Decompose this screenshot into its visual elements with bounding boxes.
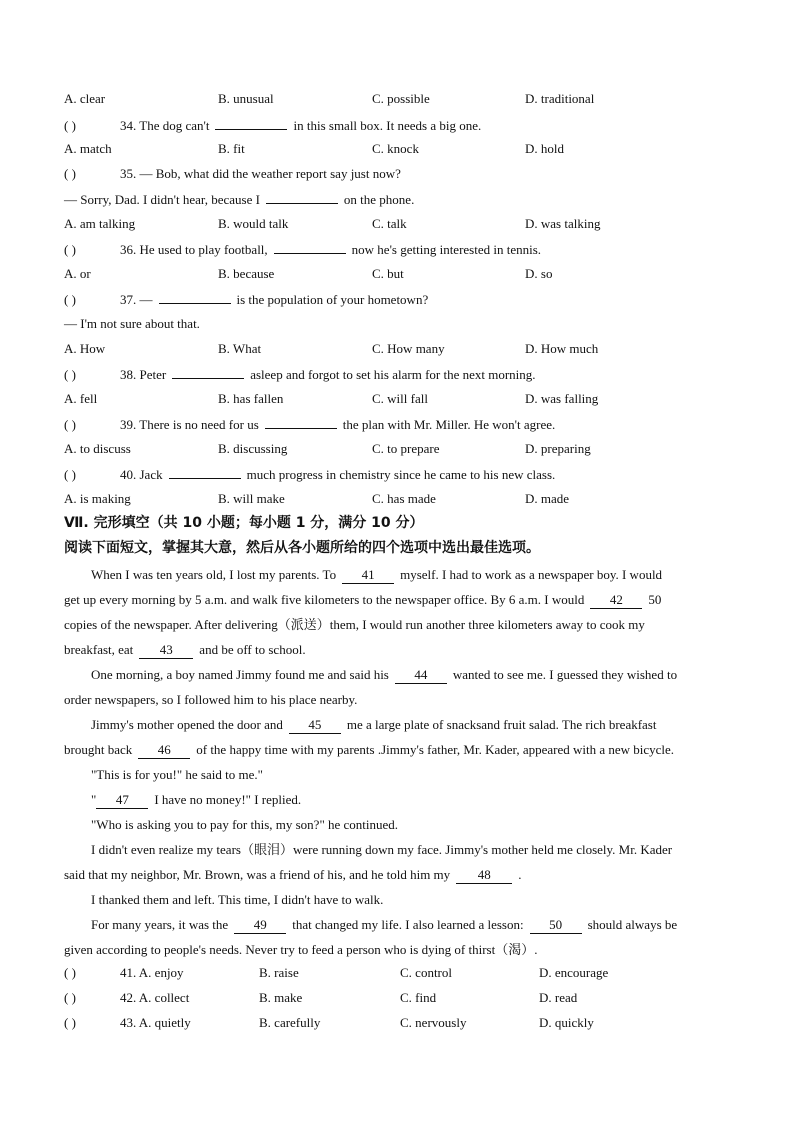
answer-blank	[159, 289, 231, 304]
question-number: 36.	[120, 242, 137, 257]
stem-text: Peter	[139, 367, 167, 382]
stem-text: is the population of your hometown?	[236, 292, 429, 307]
passage-line	[64, 662, 726, 687]
q35-stem-line2	[64, 189, 732, 209]
q42-row	[64, 988, 732, 1008]
stem-text: on the phone.	[343, 192, 415, 207]
passage-text: myself. I had to work as a newspaper boy. I would	[400, 567, 663, 582]
cloze-blank: 47	[96, 793, 148, 809]
stem-text: in this small box. It needs a big one.	[293, 118, 482, 133]
passage-line	[64, 787, 726, 812]
passage-line: copies of the newspaper. After delivering（派送）them, I would run another three kilometers away to cook my	[64, 617, 645, 632]
question-number: 39.	[120, 417, 137, 432]
answer-blank	[215, 115, 287, 130]
q35-stem	[64, 164, 732, 184]
option-a: A. or	[64, 266, 91, 281]
option-c: C. to prepare	[372, 441, 440, 456]
passage-text: breakfast, eat	[64, 642, 134, 657]
question-label	[64, 963, 184, 983]
option-a: 41. A. enjoy	[120, 965, 184, 980]
q38-options	[64, 389, 732, 409]
cloze-blank: 45	[289, 718, 341, 734]
stem-text: asleep and forgot to set his alarm for the next morning.	[250, 367, 536, 382]
q34-stem	[64, 115, 732, 135]
passage-text: and be off to school.	[199, 642, 306, 657]
q40-stem	[64, 464, 732, 484]
q34-options	[64, 139, 732, 159]
answer-blank	[266, 189, 338, 204]
q37-stem	[64, 289, 732, 309]
passage-line	[64, 587, 726, 612]
passage-text: .	[518, 867, 522, 882]
cloze-blank: 48	[456, 868, 512, 884]
stem-text: — Bob, what did the weather report say just now?	[139, 166, 401, 181]
option-c: C. will fall	[372, 391, 428, 406]
q36-options	[64, 264, 732, 284]
answer-paren: ( )	[64, 292, 76, 307]
section-instruction: 阅读下面短文，掌握其大意，然后从各小题所给的四个选项中选出最佳选项。	[64, 540, 540, 556]
option-d: D. read	[539, 990, 578, 1005]
option-d: D. quickly	[539, 1015, 594, 1030]
passage-text: 50	[648, 592, 662, 607]
option-a: A. to discuss	[64, 441, 131, 456]
option-b: B. What	[218, 341, 262, 356]
option-b: B. has fallen	[218, 391, 284, 406]
option-b: B. fit	[218, 141, 245, 156]
question-number: 37.	[120, 292, 137, 307]
option-c: C. but	[372, 266, 404, 281]
question-number: 35.	[120, 166, 137, 181]
answer-paren: ( )	[64, 118, 76, 133]
option-c: C. has made	[372, 491, 436, 506]
option-d: D. encourage	[539, 965, 609, 980]
cloze-blank: 50	[530, 918, 582, 934]
answer-blank	[169, 464, 241, 479]
stem-text: He used to play football,	[139, 242, 268, 257]
passage-text: get up every morning by 5 a.m. and walk five kilometers to the newspaper office. By 6 a.m. I would	[64, 592, 585, 607]
passage-text: said that my neighbor, Mr. Brown, was a friend of his, and he told him my	[64, 867, 451, 882]
option-b: B. will make	[218, 491, 285, 506]
question-number: 38.	[120, 367, 137, 382]
option-a: A. fell	[64, 391, 98, 406]
option-a: A. am talking	[64, 216, 136, 231]
q39-options	[64, 439, 732, 459]
passage-text: One morning, a boy named Jimmy found me and said his	[91, 667, 389, 682]
option-c: C. control	[400, 965, 452, 980]
answer-blank	[274, 239, 346, 254]
option-c: C. find	[400, 990, 437, 1005]
answer-paren: ( )	[64, 417, 76, 432]
cloze-blank: 42	[590, 593, 642, 609]
cloze-passage	[64, 562, 726, 962]
passage-line: I thanked them and left. This time, I didn't have to walk.	[91, 892, 384, 907]
q36-stem	[64, 239, 732, 259]
cloze-blank: 41	[342, 568, 394, 584]
q37-stem-line2	[64, 314, 732, 334]
option-c: C. talk	[372, 216, 407, 231]
answer-paren: ( )	[64, 367, 76, 382]
stem-text: — I'm not sure about that.	[64, 316, 200, 331]
cloze-blank: 44	[395, 668, 447, 684]
passage-text: that changed my life. I also learned a lesson:	[292, 917, 524, 932]
q43-row	[64, 1013, 732, 1033]
stem-text: much progress in chemistry since he came to his new class.	[246, 467, 556, 482]
option-d: D. made	[525, 491, 570, 506]
q40-options	[64, 489, 732, 509]
q35-options	[64, 214, 732, 234]
passage-line: given according to people's needs. Never try to feed a person who is dying of thirst（渴）.	[64, 942, 538, 957]
option-d: D. traditional	[525, 91, 595, 106]
answer-paren: ( )	[64, 990, 76, 1005]
passage-line: "Who is asking you to pay for this, my son?" he continued.	[91, 817, 399, 832]
passage-line	[64, 912, 726, 937]
section-title: Ⅶ. 完形填空（共 10 小题；每小题 1 分，满分 10 分）	[64, 515, 424, 531]
option-c: C. How many	[372, 341, 445, 356]
stem-text: Jack	[139, 467, 163, 482]
cloze-blank: 49	[234, 918, 286, 934]
passage-line: order newspapers, so I followed him to his place nearby.	[64, 692, 358, 707]
stem-text: — Sorry, Dad. I didn't hear, because I	[64, 192, 260, 207]
question-label	[64, 988, 189, 1008]
option-b: B. unusual	[218, 91, 274, 106]
answer-blank	[265, 414, 337, 429]
passage-line: I didn't even realize my tears（眼泪）were running down my face. Jimmy's mother held me closely. Mr. Kader	[91, 842, 673, 857]
option-b: B. make	[259, 990, 303, 1005]
option-b: B. would talk	[218, 216, 289, 231]
q38-stem	[64, 364, 732, 384]
stem-text: The dog can't	[139, 118, 210, 133]
passage-text: should always be	[587, 917, 678, 932]
passage-text: I have no money!" I replied.	[154, 792, 302, 807]
option-c: C. nervously	[400, 1015, 467, 1030]
passage-line	[64, 862, 726, 887]
stem-text: the plan with Mr. Miller. He won't agree.	[342, 417, 556, 432]
answer-paren: ( )	[64, 467, 76, 482]
option-d: D. was talking	[525, 216, 601, 231]
option-d: D. preparing	[525, 441, 591, 456]
option-d: D. so	[525, 266, 553, 281]
option-d: D. How much	[525, 341, 599, 356]
question-number: 40.	[120, 467, 137, 482]
passage-text: wanted to see me. I guessed they wished to	[452, 667, 678, 682]
answer-blank	[172, 364, 244, 379]
option-a: 43. A. quietly	[120, 1015, 191, 1030]
option-b: B. because	[218, 266, 275, 281]
answer-paren: ( )	[64, 1015, 76, 1030]
passage-line	[64, 737, 726, 762]
passage-line	[64, 562, 726, 587]
option-b: B. raise	[259, 965, 299, 980]
answer-paren: ( )	[64, 965, 76, 980]
stem-text: —	[139, 292, 153, 307]
answer-paren: ( )	[64, 166, 76, 181]
q37-options	[64, 339, 732, 359]
passage-text: me a large plate of snacksand fruit salad. The rich breakfast	[346, 717, 657, 732]
passage-text: Jimmy's mother opened the door and	[91, 717, 283, 732]
option-d: D. was falling	[525, 391, 599, 406]
question-number: 34.	[120, 118, 137, 133]
option-b: B. discussing	[218, 441, 288, 456]
option-c: C. knock	[372, 141, 419, 156]
stem-text: now he's getting interested in tennis.	[351, 242, 542, 257]
option-a: A. How	[64, 341, 106, 356]
passage-line	[64, 712, 726, 737]
passage-line: "This is for you!" he said to me."	[91, 767, 263, 782]
option-d: D. hold	[525, 141, 564, 156]
passage-line	[64, 637, 726, 662]
q41-row	[64, 963, 732, 983]
cloze-blank: 43	[139, 643, 193, 659]
passage-text: brought back	[64, 742, 133, 757]
passage-text: When I was ten years old, I lost my parents. To	[91, 567, 337, 582]
option-b: B. carefully	[259, 1015, 321, 1030]
question-label	[64, 1013, 191, 1033]
option-c: C. possible	[372, 91, 430, 106]
option-a: A. match	[64, 141, 112, 156]
passage-text: For many years, it was the	[91, 917, 229, 932]
stem-text: There is no need for us	[139, 417, 259, 432]
passage-text: of the happy time with my parents .Jimmy's father, Mr. Kader, appeared with a new bicycle.	[196, 742, 675, 757]
q33-options	[64, 89, 732, 109]
option-a: 42. A. collect	[120, 990, 190, 1005]
cloze-blank: 46	[138, 743, 190, 759]
option-a: A. is making	[64, 491, 131, 506]
q39-stem	[64, 414, 732, 434]
passage-text: "	[91, 792, 97, 807]
option-a: A. clear	[64, 91, 106, 106]
answer-paren: ( )	[64, 242, 76, 257]
